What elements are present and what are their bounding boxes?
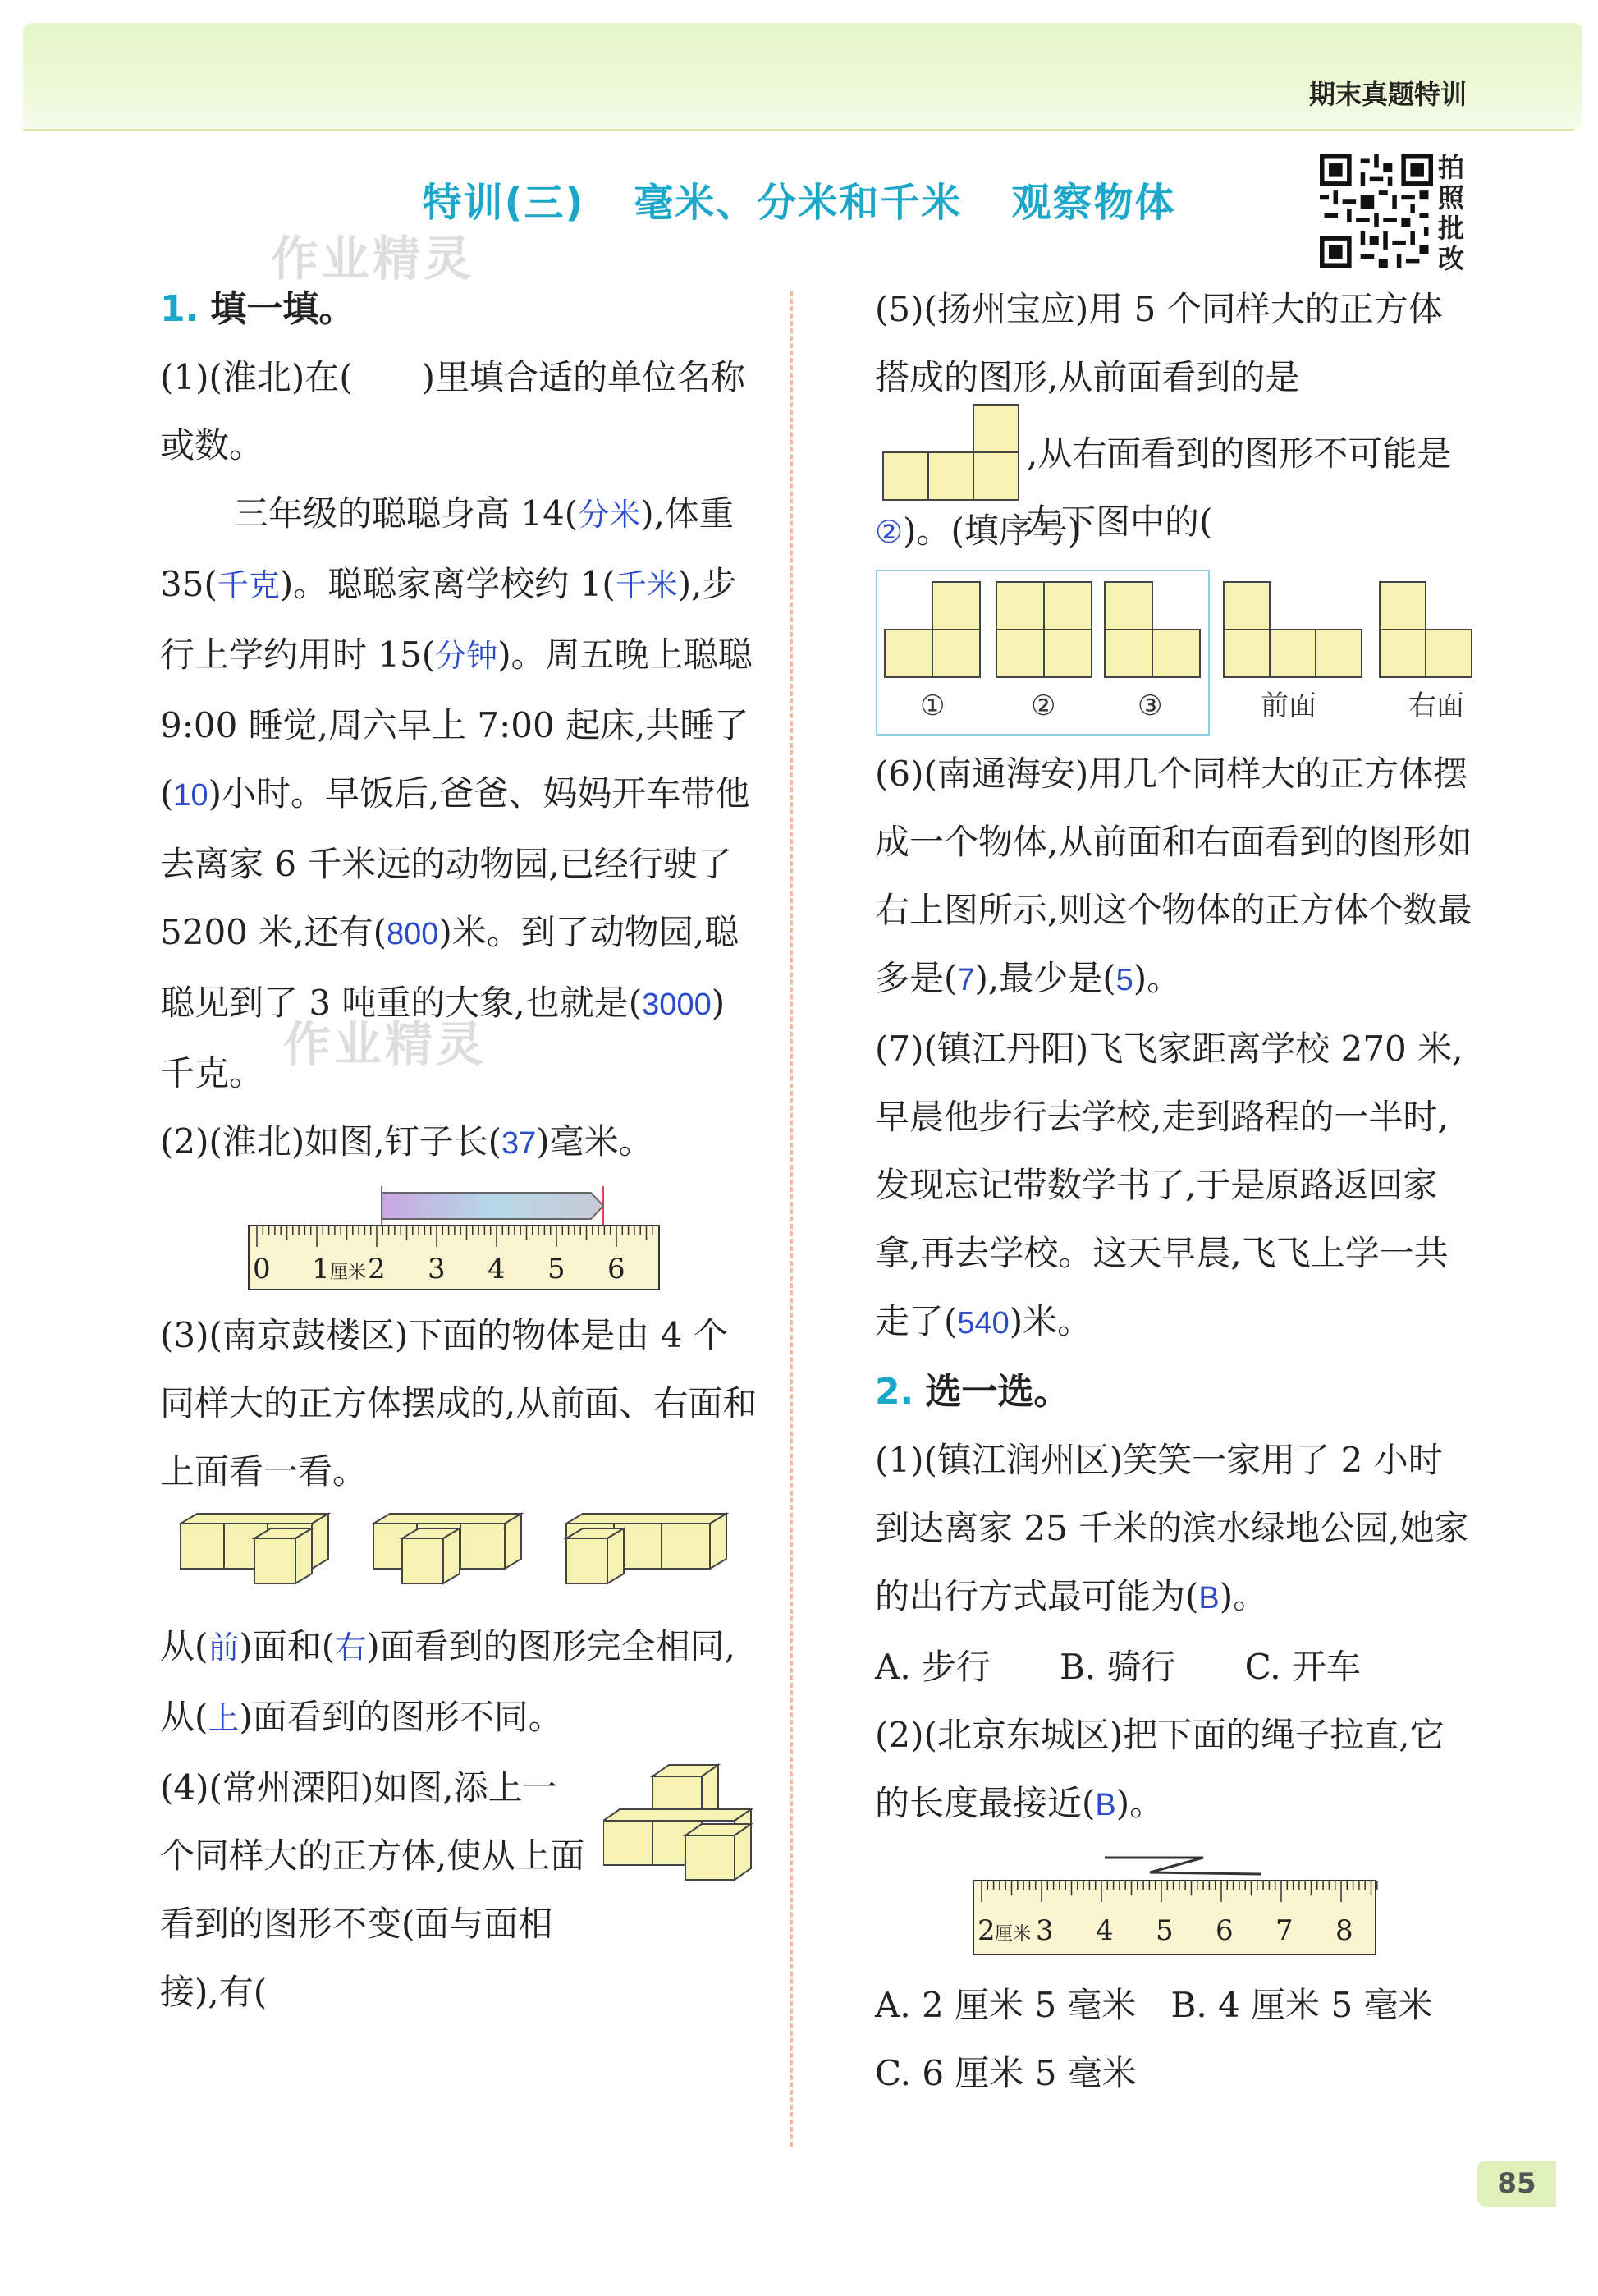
s1-options: A. 步行 B. 骑行 C. 开车 <box>875 1647 1361 1687</box>
qr-label-char: 照 <box>1438 182 1465 213</box>
answer: 10 <box>173 778 208 813</box>
answer: 上 <box>208 1702 240 1736</box>
q6-text <box>875 740 1474 1015</box>
answer: 37 <box>501 1126 537 1161</box>
text: )毫米。 <box>536 1121 653 1162</box>
text: )。 <box>1133 958 1182 998</box>
q3-answer-line <box>160 1612 759 1753</box>
text: )小时。早饭后,爸爸、妈妈开车带他去离家 6 千米远的动物园,已经行驶了 5200 米,还有( <box>160 773 750 952</box>
ruler-unit-label: 厘米 <box>330 1263 367 1283</box>
ruler-tick-label: 6 <box>1216 1914 1234 1947</box>
answer: 5 <box>1115 963 1133 997</box>
answer: 千克 <box>217 569 280 603</box>
rope-icon <box>1105 1858 1261 1874</box>
q7-text <box>875 1015 1474 1358</box>
ruler-tick-label: 6 <box>607 1253 625 1285</box>
nail-ruler-figure <box>160 1178 759 1293</box>
answer: ② <box>875 516 904 550</box>
cube-arrangements-illustration <box>160 1505 759 1596</box>
qr-label-char: 改 <box>1438 243 1465 274</box>
section-2-heading <box>875 1358 1474 1426</box>
header-tag: 期末真题特训 <box>1308 79 1467 110</box>
ruler-tick-label: 3 <box>428 1253 446 1285</box>
ruler-tick-label: 4 <box>1096 1914 1114 1947</box>
text: ),步行上学约用时 15( <box>160 564 737 675</box>
answer: 7 <box>957 963 975 997</box>
text: (5)(扬州宝应)用 5 个同样大的正方体搭成的图形,从前面看到的是 <box>875 289 1443 397</box>
text: (7)(镇江丹阳)飞飞家距离学校 270 米,早晨他步行去学校,走到路程的一半时,发现忘记带数学书了,于是原路返回家拿,再去学校。这天早晨,飞飞上学一共走了( <box>875 1029 1463 1341</box>
q4-cube-illustration <box>603 1760 767 1883</box>
view-label-right: 右面 <box>1408 690 1464 722</box>
ruler-body <box>249 1226 659 1290</box>
q3-prompt: (3)(南京鼓楼区)下面的物体是由 4 个同样大的正方体摆成的,从前面、右面和上面看一看。 <box>160 1315 758 1492</box>
text: )。 <box>1115 1783 1165 1823</box>
q1-prompt: (1)(淮北)在( )里填合适的单位名称或数。 <box>160 357 746 465</box>
qr-label-char: 拍 <box>1438 152 1465 183</box>
right-column <box>875 275 1474 2107</box>
text: )面看到的图形不同。 <box>239 1697 563 1737</box>
text: 三年级的聪聪身高 14( <box>234 493 579 534</box>
watermark-top: 作业精灵 <box>271 231 475 286</box>
q3-cube-figures <box>160 1505 759 1596</box>
answer: 3000 <box>642 988 712 1022</box>
text: ,从右面看到的图形不可能是左下图中的( <box>1027 433 1452 542</box>
column-divider <box>790 291 793 2147</box>
answer: 前 <box>208 1631 240 1666</box>
text: )。周五晚上聪聪 9:00 睡觉,周六早上 7:00 起床,共睡了( <box>160 635 753 813</box>
section-1-heading <box>160 275 759 343</box>
title-part1: 特训(三) <box>422 180 585 226</box>
ruler-body <box>973 1881 1376 1955</box>
answer: 右 <box>335 1631 367 1666</box>
answer: B <box>1095 1788 1116 1822</box>
q4-block <box>160 1753 759 2026</box>
rope-ruler-illustration <box>875 1840 1474 1963</box>
answer: B <box>1198 1581 1220 1615</box>
text: (4)(常州溧阳)如图,添上一个同样大的正方体,使从上面看到的图形不变(面与面相接),有( <box>160 1767 585 2012</box>
view-options-illustration <box>875 567 1474 740</box>
q1-passage <box>160 479 759 1107</box>
option-label: ② <box>1031 690 1056 722</box>
left-column <box>160 275 759 2026</box>
text: (2)(北京东城区)把下面的绳子拉直,它的长度最接近( <box>875 1715 1445 1823</box>
s2-options-ab: A. 2 厘米 5 毫米 B. 4 厘米 5 毫米 <box>875 1985 1433 2025</box>
text: ),最少是( <box>974 958 1116 998</box>
watermark-middle: 作业精灵 <box>283 1016 488 1072</box>
text: 从( <box>160 1626 208 1666</box>
nail-ruler-illustration <box>160 1178 759 1293</box>
text: )米。到了动物园,聪聪见到了 3 吨重的大象,也就是( <box>160 912 739 1023</box>
ruler-tick-label: 2 <box>978 1914 996 1947</box>
text: )面看到的图形完全相同,从( <box>160 1626 735 1737</box>
text: (2)(淮北)如图,钉子长( <box>160 1121 502 1162</box>
ruler-tick-label: 0 <box>253 1253 271 1285</box>
nail-icon <box>382 1193 603 1219</box>
option-label: ① <box>920 690 946 722</box>
rope-ruler-figure <box>875 1840 1474 1963</box>
qr-code-icon[interactable] <box>1320 154 1433 268</box>
ruler-tick-label: 5 <box>1156 1914 1174 1947</box>
ruler-tick-label: 7 <box>1275 1914 1294 1947</box>
answer: 800 <box>386 917 439 951</box>
section-number: 2. <box>875 1371 914 1413</box>
page-number: 85 <box>1477 2161 1556 2207</box>
front-view-illustration <box>875 400 1023 506</box>
s2-text <box>875 1701 1474 1840</box>
ruler-tick-label: 3 <box>1036 1914 1054 1947</box>
title-part3: 观察物体 <box>1011 180 1176 226</box>
q5-text-2 <box>1027 419 1474 556</box>
s2-options-c: C. 6 厘米 5 毫米 <box>875 2053 1137 2093</box>
q5-views-figure <box>875 567 1474 740</box>
ruler-tick-label: 2 <box>368 1253 386 1285</box>
ruler-tick-label: 1 <box>312 1253 330 1285</box>
q2-prompt <box>160 1107 759 1178</box>
section-number: 1. <box>160 288 199 330</box>
ruler-tick-label: 8 <box>1335 1914 1353 1947</box>
answer: 分米 <box>578 498 641 533</box>
qr-label <box>1438 153 1471 274</box>
text: ),体重 35( <box>160 493 734 604</box>
section-title: 填一填。 <box>210 288 355 330</box>
view-label-front: 前面 <box>1261 690 1316 722</box>
text: )面和( <box>239 1626 336 1666</box>
ruler-unit-label: 厘米 <box>995 1924 1032 1945</box>
text: (1)(镇江润州区)笑笑一家用了 2 小时到达离家 25 千米的滨水绿地公园,她家的出行方式最可能为( <box>875 1440 1469 1616</box>
text: (6)(南通海安)用几个同样大的正方体摆成一个物体,从前面和右面看到的图形如右上图所示,则这个物体的正方体个数最多是( <box>875 754 1472 998</box>
answer: 540 <box>957 1306 1010 1340</box>
text: )千克。 <box>160 983 726 1093</box>
title-part2: 毫米、分米和千米 <box>634 180 963 226</box>
text: )。聪聪家离学校约 1( <box>279 564 616 604</box>
q5-text <box>875 275 1474 411</box>
answer: 分钟 <box>435 639 498 674</box>
text: )。 <box>1219 1576 1268 1616</box>
text: )米。 <box>1009 1301 1092 1341</box>
answer: 千米 <box>615 569 678 603</box>
s1-text <box>875 1426 1474 1633</box>
section-title: 选一选。 <box>925 1371 1070 1413</box>
text: )。(填序号) <box>903 511 1082 551</box>
option-label: ③ <box>1138 690 1163 722</box>
qr-label-char: 批 <box>1438 213 1465 244</box>
header-divider <box>23 129 1574 131</box>
ruler-tick-label: 5 <box>547 1253 565 1285</box>
ruler-tick-label: 4 <box>488 1253 506 1285</box>
